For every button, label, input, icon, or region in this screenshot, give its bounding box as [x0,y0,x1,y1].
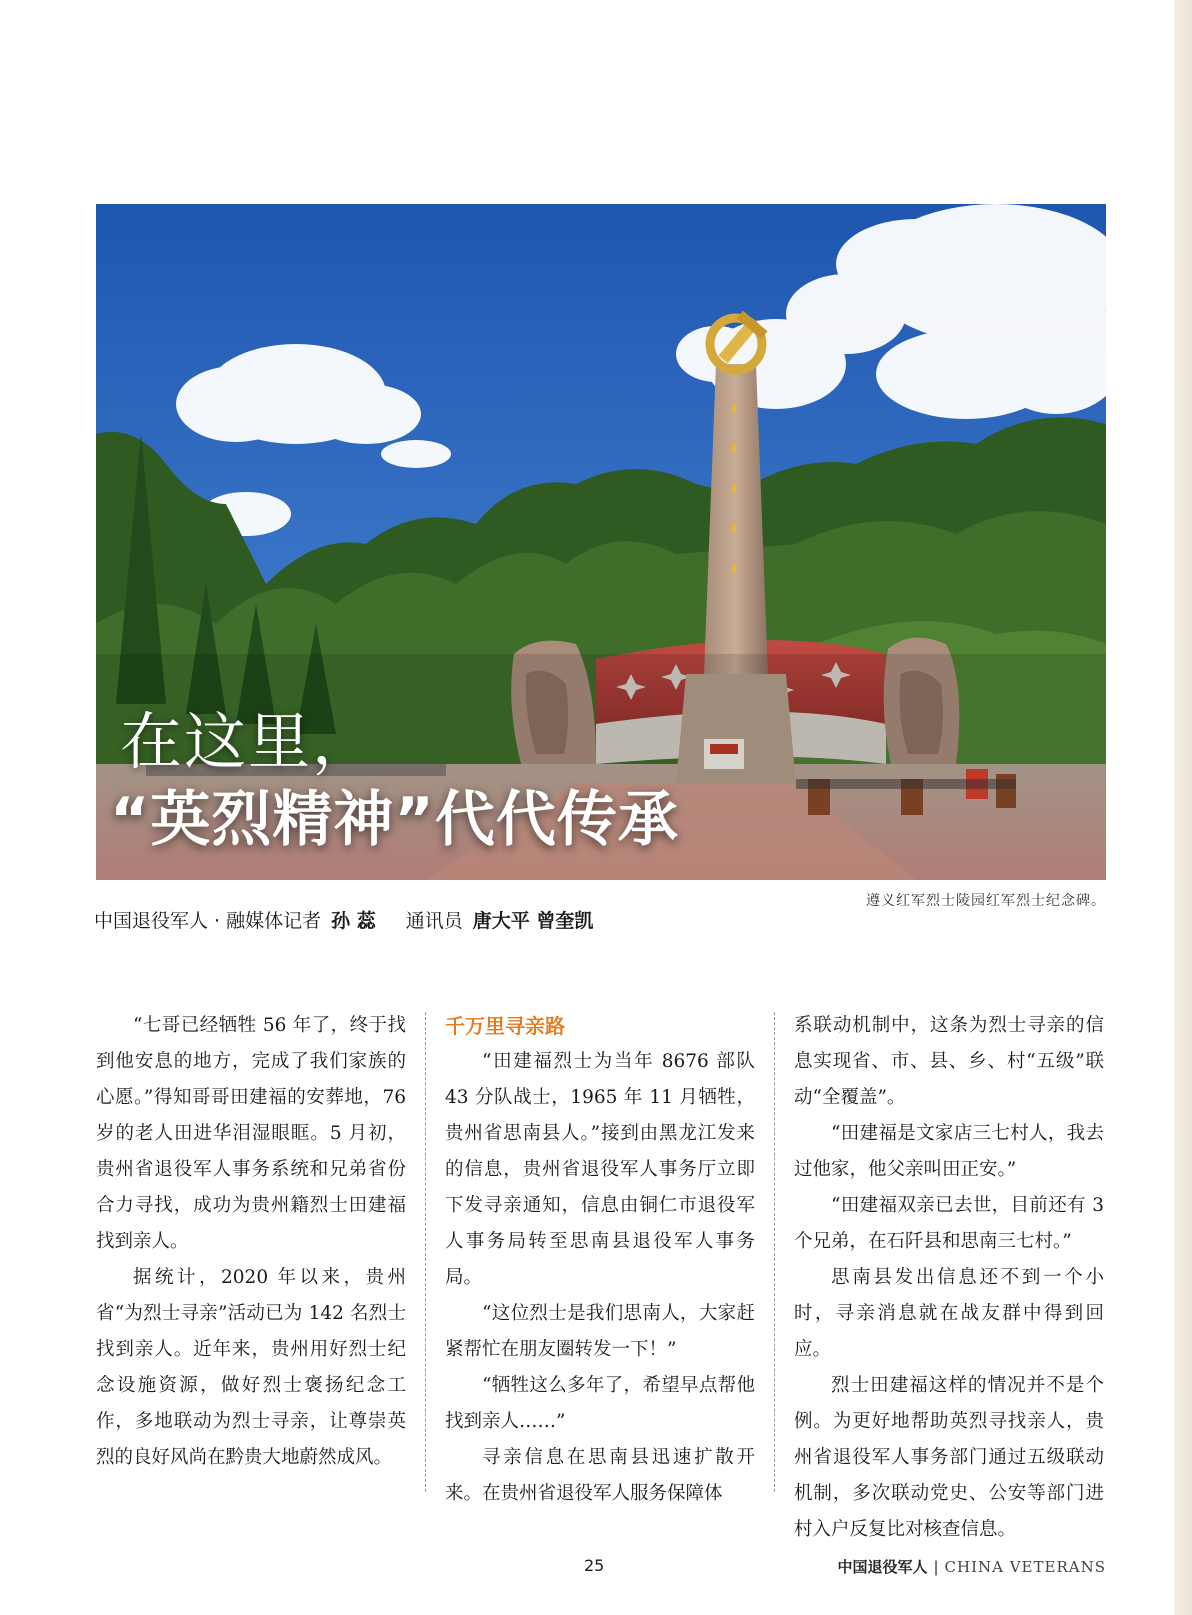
paragraph: “田建福烈士为当年 8676 部队 43 分队战士，1965 年 11 月牺牲，贵州省思南县人。”接到由黑龙江发来的信息，贵州省退役军人事务厅立即下发寻亲通知，信息由铜仁市退役军人事务局转至思南县退役军人事务局。 [445,1051,755,1288]
column-divider [425,1012,426,1492]
headline-line2: “英烈精神”代代传承 [110,785,679,855]
byline [94,906,593,933]
photo-caption: 遵义红军烈士陵园红军烈士纪念碑。 [866,893,1106,909]
correspondent-prefix: 通讯员 [405,910,463,932]
paragraph: “这位烈士是我们思南人，大家赶紧帮忙在朋友圈转发一下！” [445,1303,755,1360]
correspondent-names: 唐大平 曾奎凯 [472,910,594,932]
brand-english: CHINA VETERANS [944,1558,1106,1576]
article-column-1 [96,1008,406,1476]
paragraph: “田建福是文家店三七村人，我去过他家，他父亲叫田正安。” [794,1123,1104,1180]
paragraph: “七哥已经牺牲 56 年了，终于找到他安息的地方，完成了我们家族的心愿。”得知哥哥田建福的安葬地，76 岁的老人田进华泪湿眼眶。5 月初，贵州省退役军人事务系统和兄弟省份合力寻找，成功为贵州籍烈士田建福找到亲人。 [96,1015,406,1252]
section-heading: 千万里寻亲路 [445,1014,565,1038]
reporter-name: 孙 蕊 [331,910,376,932]
paragraph: 思南县发出信息还不到一个小时，寻亲消息就在战友群中得到回应。 [794,1267,1104,1360]
page-number: 25 [584,1556,605,1575]
page-edge [1174,0,1192,1615]
footer-brand [837,1556,1106,1577]
column-divider [774,1012,775,1492]
paragraph: “牺牲这么多年了，希望早点帮他找到亲人……” [445,1375,755,1432]
paragraph: 寻亲信息在思南县迅速扩散开来。在贵州省退役军人服务保障体 [445,1447,755,1504]
paragraph: “田建福双亲已去世，目前还有 3 个兄弟，在石阡县和思南三七村。” [794,1195,1104,1252]
paragraph: 据统计，2020 年以来，贵州省“为烈士寻亲”活动已为 142 名烈士找到亲人。近年来，贵州用好烈士纪念设施资源，做好烈士褒扬纪念工作，多地联动为烈士寻亲，让尊崇英烈的良好风尚在黔贵大地蔚然成风。 [96,1267,406,1468]
headline-line1: 在这里， [120,705,377,778]
hero-photo [96,204,1106,880]
reporter-prefix: 中国退役军人 · 融媒体记者 [94,910,322,932]
article-column-2 [445,1008,755,1512]
brand-chinese: 中国退役军人 [837,1558,928,1576]
paragraph-continued: 系联动机制中，这条为烈士寻亲的信息实现省、市、县、乡、村“五级”联动“全覆盖”。 [794,1015,1104,1108]
article-column-3 [794,1008,1104,1548]
brand-separator: | [933,1558,939,1576]
paragraph: 烈士田建福这样的情况并不是个例。为更好地帮助英烈寻找亲人，贵州省退役军人事务部门通过五级联动机制，多次联动党史、公安等部门进村入户反复比对核查信息。 [794,1375,1104,1540]
